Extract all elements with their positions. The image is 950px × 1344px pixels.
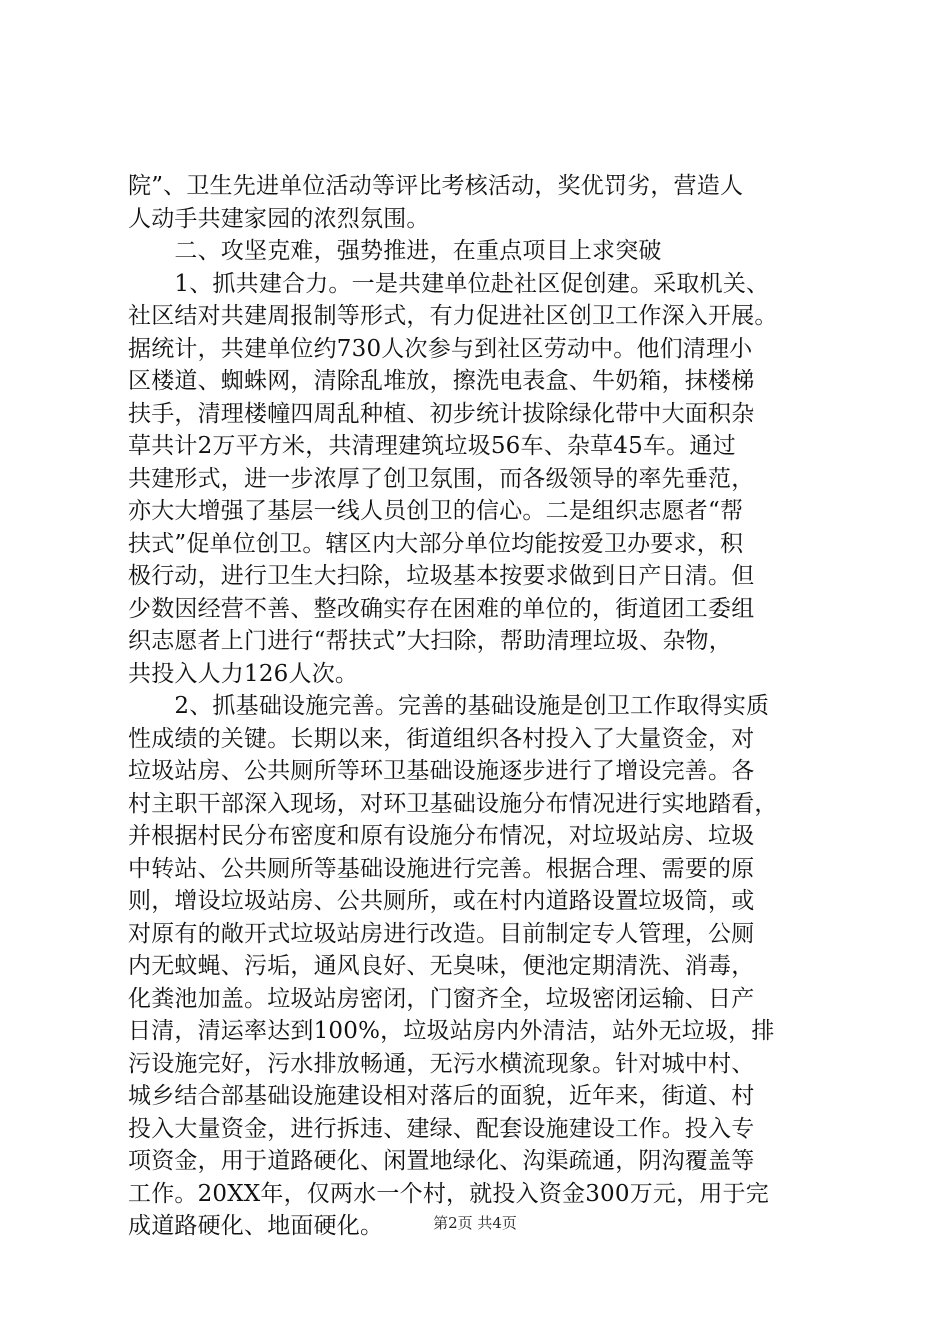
text-line: 性成绩的关键。长期以来，街道组织各村投入了大量资金，对 — [128, 725, 755, 752]
text-line: 日清，清运率达到100%，垃圾站房内外清洁，站外无垃圾，排 — [128, 1018, 775, 1044]
text-line: 2、抓基础设施完善。完善的基础设施是创卫工作取得实质 — [128, 693, 770, 719]
text-line: 亦大大增强了基层一线人员创卫的信心。二是组织志愿者“帮 — [128, 498, 744, 524]
text-line: 成道路硬化、地面硬化。 — [128, 1213, 384, 1239]
page-footer: 第2页 共4页 — [433, 1214, 517, 1232]
text-line: 垃圾站房、公共厕所等环卫基础设施逐步进行了增设完善。各 — [128, 758, 755, 784]
text-line: 内无蚊蝇、污垢，通风良好、无臭味，便池定期清洗、消毒， — [128, 953, 755, 979]
text-line: 中转站、公共厕所等基础设施进行完善。根据合理、需要的原 — [128, 855, 755, 882]
text-line: 投入大量资金，进行拆违、建绿、配套设施建设工作。投入专 — [128, 1115, 755, 1142]
section-heading: 二、攻坚克难，强势推进，在重点项目上求突破 — [128, 238, 662, 264]
text-line: 并根据村民分布密度和原有设施分布情况，对垃圾站房、垃圾 — [128, 823, 755, 849]
text-line: 扶式”促单位创卫。辖区内大部分单位均能按爱卫办要求，积 — [128, 530, 744, 557]
text-line: 工作。20XX年，仅两水一个村，就投入资金300万元，用于完 — [128, 1180, 769, 1207]
text-line: 项资金，用于道路硬化、闲置地绿化、沟渠疏通，阴沟覆盖等 — [128, 1148, 755, 1174]
text-line: 共投入人力126人次。 — [128, 660, 359, 687]
text-line: 则，增设垃圾站房、公共厕所，或在村内道路设置垃圾筒，或 — [128, 888, 755, 914]
text-line: 化粪池加盖。垃圾站房密闭，门窗齐全，垃圾密闭运输、日产 — [128, 985, 755, 1012]
text-line: 污设施完好，污水排放畅通，无污水横流现象。针对城中村、 — [128, 1050, 755, 1077]
text-line: 据统计，共建单位约730人次参与到社区劳动中。他们清理小 — [128, 335, 753, 362]
text-line: 院”、卫生先进单位活动等评比考核活动，奖优罚劣，营造人 — [128, 173, 744, 199]
text-line: 城乡结合部基础设施建设相对落后的面貌，近年来，街道、村 — [128, 1083, 755, 1109]
text-line: 村主职干部深入现场，对环卫基础设施分布情况进行实地踏看， — [128, 790, 778, 817]
text-line: 织志愿者上门进行“帮扶式”大扫除，帮助清理垃圾、杂物， — [128, 628, 732, 654]
text-line: 共建形式，进一步浓厚了创卫氛围，而各级领导的率先垂范， — [128, 465, 755, 492]
text-line: 社区结对共建周报制等形式，有力促进社区创卫工作深入开展。 — [128, 303, 778, 329]
text-line: 扶手，清理楼幢四周乱种植、初步统计拔除绿化带中大面积杂 — [128, 400, 755, 427]
text-line: 1、抓共建合力。一是共建单位赴社区促创建。采取机关、 — [128, 270, 770, 297]
text-line: 区楼道、蜘蛛网，清除乱堆放，擦洗电表盒、牛奶箱，抹楼梯 — [128, 368, 755, 394]
text-line: 人动手共建家园的浓烈氛围。 — [128, 205, 430, 232]
document-body — [128, 170, 848, 1243]
text-line: 草共计2万平方米，共清理建筑垃圾56车、杂草45车。通过 — [128, 433, 736, 459]
text-line: 对原有的敞开式垃圾站房进行改造。目前制定专人管理，公厕 — [128, 920, 755, 947]
text-line: 少数因经营不善、整改确实存在困难的单位的，街道团工委组 — [128, 595, 755, 622]
text-line: 极行动，进行卫生大扫除，垃圾基本按要求做到日产日清。但 — [128, 563, 755, 589]
